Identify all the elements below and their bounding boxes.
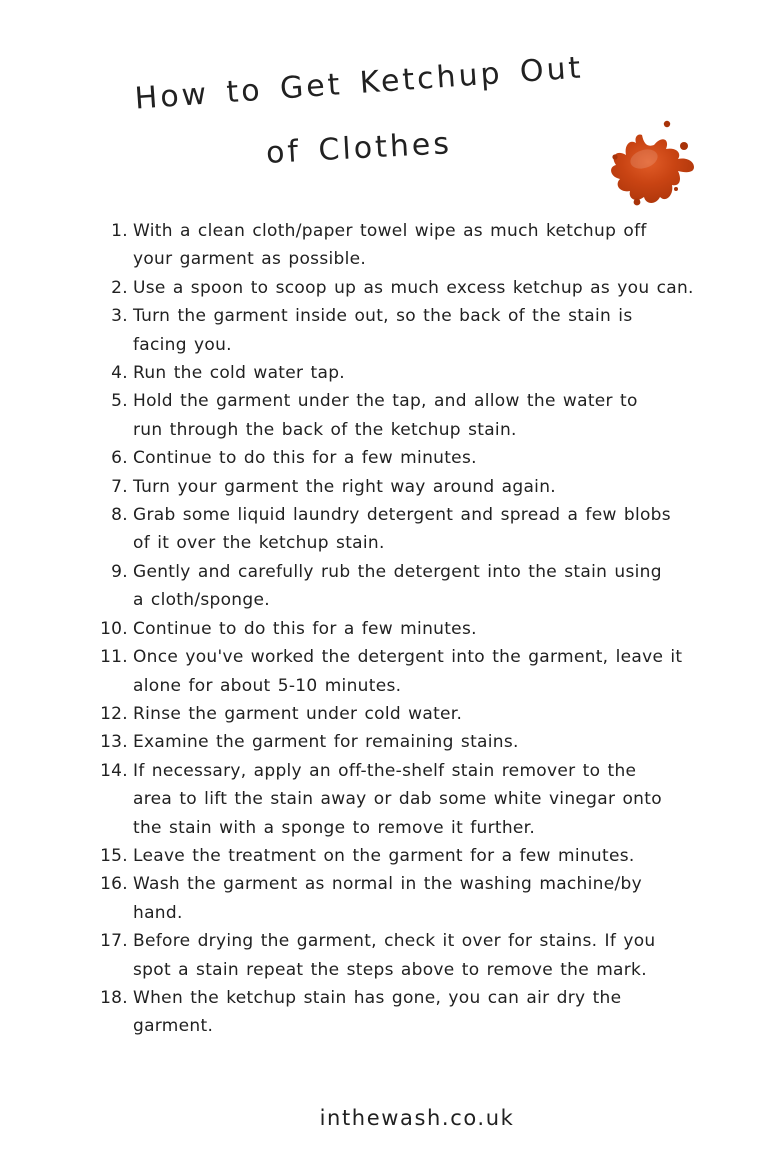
- step-text: [133, 728, 768, 756]
- step-item: [0, 927, 768, 984]
- step-item: [0, 274, 768, 302]
- step-line: of it over the ketchup stain.: [133, 533, 385, 554]
- step-line: area to lift the stain away or dab some white vinegar onto: [133, 789, 662, 810]
- step-text: [133, 387, 768, 444]
- step-line: With a clean cloth/paper towel wipe as much ketchup off: [133, 221, 647, 241]
- step-line: When the ketchup stain has gone, you can air dry the: [133, 987, 622, 1008]
- step-text: [133, 217, 768, 274]
- step-number: 8.: [111, 505, 128, 526]
- step-item: [0, 870, 768, 927]
- step-line: Turn the garment inside out, so the back of the stain is: [133, 306, 633, 327]
- step-item: [0, 217, 768, 274]
- step-line: Leave the treatment on the garment for a few minutes.: [133, 845, 635, 866]
- step-item: [0, 842, 768, 870]
- step-line: Turn your garment the right way around again.: [133, 476, 556, 497]
- step-line: Hold the garment under the tap, and allow the water to: [133, 391, 638, 412]
- step-line: Run the cold water tap.: [133, 363, 345, 384]
- step-line: Grab some liquid laundry detergent and spread a few blobs: [133, 505, 671, 526]
- step-line: alone for about 5-10 minutes.: [133, 675, 402, 696]
- step-line: hand.: [133, 902, 183, 923]
- step-line: Use a spoon to scoop up as much excess ketchup as you can.: [133, 277, 694, 298]
- step-number: 17.: [100, 931, 128, 952]
- step-line: run through the back of the ketchup stain.: [133, 419, 517, 440]
- step-text: [133, 842, 768, 870]
- page-title-line-2: of Clothes: [265, 126, 453, 171]
- step-text: [133, 643, 768, 700]
- step-item: [0, 728, 768, 756]
- step-text: [133, 302, 768, 359]
- step-text: [133, 501, 768, 558]
- step-number: 9.: [111, 561, 128, 582]
- step-number: 15.: [100, 845, 128, 866]
- ketchup-splat-icon: [590, 114, 705, 216]
- step-number: 3.: [111, 306, 128, 327]
- step-number: 4.: [111, 363, 128, 384]
- step-line: Rinse the garment under cold water.: [133, 703, 463, 724]
- site-name: inthewash.co.uk: [319, 1106, 515, 1130]
- step-item: [0, 615, 768, 643]
- step-item: [0, 984, 768, 1041]
- step-number: 1.: [111, 221, 128, 241]
- step-item: [0, 757, 768, 842]
- step-number: 14.: [100, 760, 128, 781]
- step-item: [0, 558, 768, 615]
- step-text: [133, 274, 768, 302]
- step-item: [0, 387, 768, 444]
- step-number: 5.: [111, 391, 128, 412]
- step-item: [0, 473, 768, 501]
- step-number: 6.: [111, 448, 128, 469]
- step-text: [133, 615, 768, 643]
- page-title-line-1: How to Get Ketchup Out: [133, 50, 585, 117]
- step-text: [133, 558, 768, 615]
- steps-list: [0, 217, 768, 1041]
- step-line: Gently and carefully rub the detergent into the stain using: [133, 561, 662, 582]
- step-text: [133, 927, 768, 984]
- step-line: a cloth/sponge.: [133, 590, 270, 611]
- step-line: Before drying the garment, check it over for stains. If you: [133, 931, 656, 952]
- step-line: your garment as possible.: [133, 249, 367, 270]
- step-number: 16.: [100, 874, 128, 895]
- step-text: [133, 473, 768, 501]
- step-number: 18.: [100, 987, 128, 1008]
- step-text: [133, 359, 768, 387]
- step-line: the stain with a sponge to remove it further.: [133, 817, 536, 838]
- step-number: 12.: [100, 703, 128, 724]
- step-text: [133, 700, 768, 728]
- step-line: spot a stain repeat the steps above to remove the mark.: [133, 959, 647, 980]
- step-item: [0, 700, 768, 728]
- step-line: garment.: [133, 1016, 214, 1037]
- step-number: 11.: [100, 647, 128, 668]
- step-line: Continue to do this for a few minutes.: [133, 448, 477, 469]
- step-text: [133, 757, 768, 842]
- step-number: 2.: [111, 277, 128, 298]
- step-text: [133, 870, 768, 927]
- step-number: 7.: [111, 476, 128, 497]
- step-number: 13.: [100, 732, 128, 753]
- step-item: [0, 501, 768, 558]
- step-item: [0, 302, 768, 359]
- step-text: [133, 984, 768, 1041]
- step-item: [0, 359, 768, 387]
- step-item: [0, 643, 768, 700]
- step-item: [0, 444, 768, 472]
- step-line: If necessary, apply an off-the-shelf stain remover to the: [133, 760, 637, 781]
- step-number: 10.: [100, 618, 128, 639]
- step-line: Examine the garment for remaining stains.: [133, 732, 519, 753]
- step-line: Wash the garment as normal in the washing machine/by: [133, 874, 642, 895]
- step-line: Once you've worked the detergent into the garment, leave it: [133, 647, 683, 668]
- step-text: [133, 444, 768, 472]
- step-line: facing you.: [133, 334, 232, 355]
- step-line: Continue to do this for a few minutes.: [133, 618, 477, 639]
